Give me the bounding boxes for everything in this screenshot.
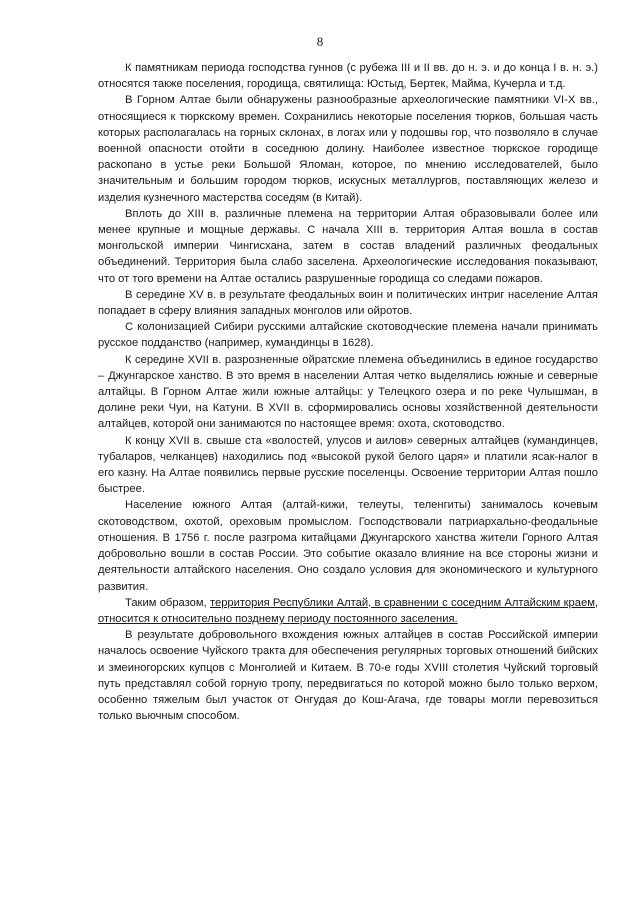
paragraph-southern-altai: Население южного Алтая (алтай-кижи, телеуты, теленгиты) занималось кочевым скотоводством, охотой, ореховым промыслом. Господствовали патриархально-феодальные отношения. В 1756 г. после разгрома китайцами Джунгарского ханства жители Горного Алтая добровольно вошли в состав России. Это событие оказало влияние на все стороны жизни и деятельности алтайского населения. Оно создало условия для экономического и культурного развития. (98, 499, 598, 593)
paragraph-mongol-empire: Вплоть до XIII в. различные племена на территории Алтая образовывали более или менее крупные и мощные державы. С начала XIII в. территория Алтая вошла в состав монгольской империи Чингисхана, затем в состав владений различных феодальных объединений. Территория была слабо заселена. Археологические исследования показывают, что от того времени на Алтае остались разрушенные городища со следами пожаров. (98, 207, 598, 285)
page-number: 8 (316, 34, 324, 49)
paragraph-turkic-period: В Горном Алтае были обнаружены разнообразные археологические памятники VI-X вв., относящиеся к тюркскому времен. Сохранились некоторые поселения тюрков, большая часть которых располагалась на горных склонах, в логах или у подошвы гор, что позволяло в случае военной опасности отойти в соседнюю долину. Наиболее известное тюркское городище раскопано в устье реки Большой Яломан, которое, по мнению исследователей, было значительным и большим городом тюрков, искусных металлургов, поставляющих железо и изделия кузнечного мастерства соседям (в Китай). (98, 94, 598, 204)
paragraph-northern-altaians: К концу XVII в. свыше ста «волостей, улусов и аилов» северных алтайцев (кумандинцев, тубаларов, челканцев) находились под «высокой рукой белого царя» и платили ясак-налог в его казну. На Алтае появились первые русские поселенцы. Освоение территории Алтая пошло быстрее. (98, 434, 598, 496)
paragraph-dzungar-khanate: К середине XVII в. разрозненные ойратские племена объединились в единое государство – Джунгарское ханство. В это время в населении Алтая четко выделялись южные и северные алтайцы. В Горном Алтае жили южные алтайцы: у Телецкого озера и по реке Чулышман, в долине реки Чуи, на Катуни. В XVII в. сформировались основы хозяйственной деятельности алтайцев, которой они занимаются по настоящее время: охота, скотоводство. (98, 353, 598, 431)
conclusion-underlined-text: территория Республики Алтай, в сравнении с соседним Алтайским краем, относится к относительно позднему периоду постоянного заселения. (98, 596, 598, 625)
document-body (98, 60, 598, 724)
paragraph-conclusion (98, 595, 598, 627)
conclusion-lead-text: Таким образом, (125, 596, 210, 609)
paragraph-russian-colonization: С колонизацией Сибири русскими алтайские скотоводческие племена начали принимать русское подданство (например, кумандинцы в 1628). (98, 321, 598, 350)
paragraph-chuya-tract: В результате добровольного вхождения южных алтайцев в состав Российской империи началось освоение Чуйского тракта для обеспечения регулярных торговых отношений бийских и змеиногорских купцов с Монголией и Китаем. В 70-е годы XVIII столетия Чуйский торговый путь представлял собой горную тропу, передвигаться по которой можно было только верхом, особенно тяжелым был участок от Онгудая до Кош-Агача, где товары могли перевозиться только вьючным способом. (98, 629, 598, 723)
paragraph-oirots: В середине XV в. в результате феодальных воин и политических интриг население Алтая попадает в сферу влияния западных монголов или ойротов. (98, 288, 598, 318)
paragraph-hunnic-monuments: К памятникам периода господства гуннов (с рубежа III и II вв. до н. э. и до конца I в. н. э.) относятся также поселения, городища, святилища: Юстыд, Бертек, Майма, Кучерла и т.д. (98, 62, 598, 91)
